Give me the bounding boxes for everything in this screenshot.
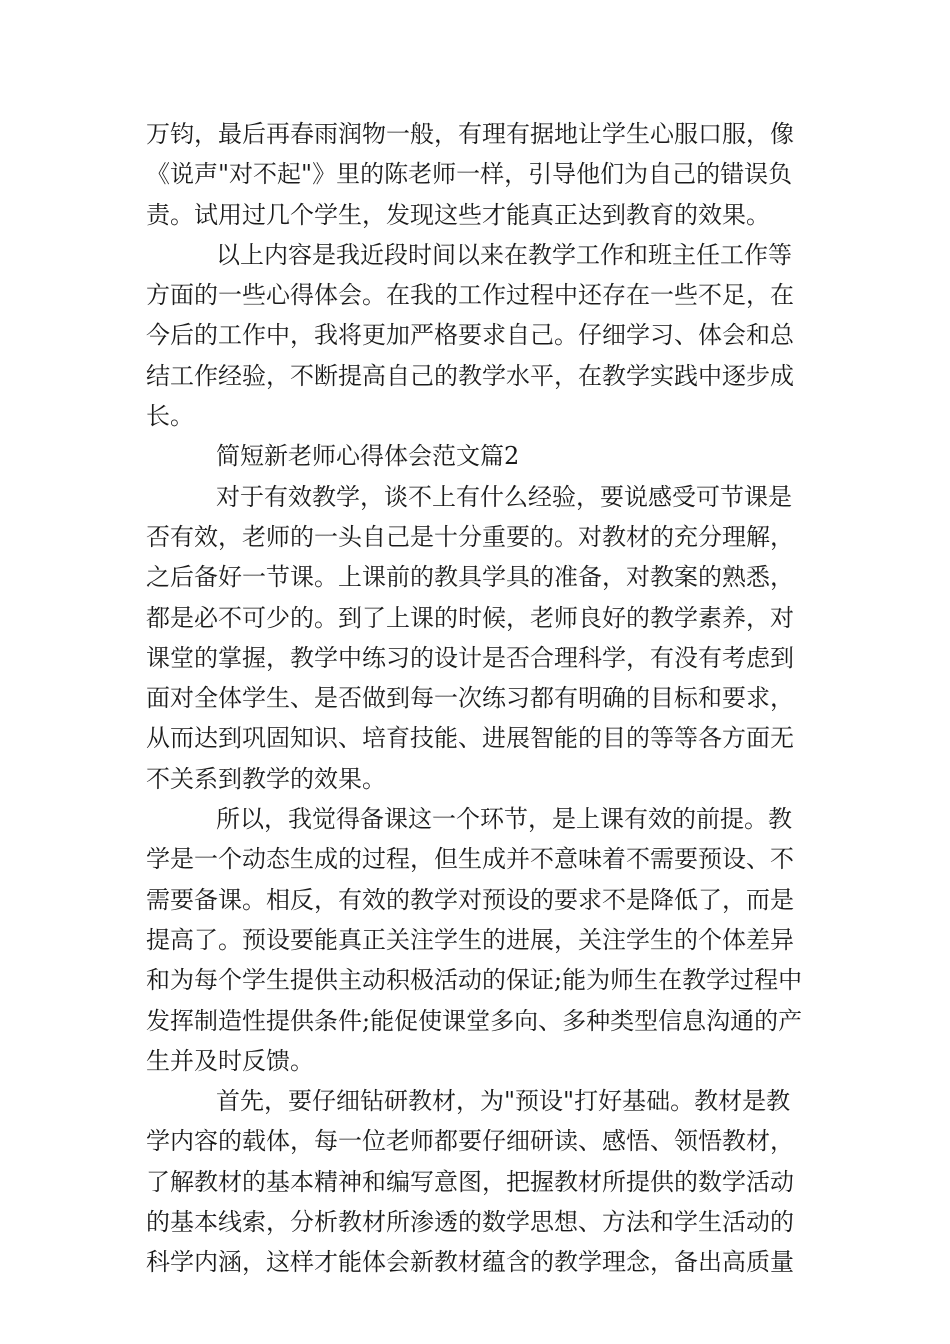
text-line: 《说声"对不起"》里的陈老师一样，引导他们为自己的错误负 [146, 160, 793, 189]
text-line: 万钧，最后再春雨润物一般，有理有据地让学生心服口服，像 [146, 120, 794, 148]
text-line: 责。试用过几个学生，发现这些才能真正达到教育的效果。 [146, 200, 770, 229]
text-line: 学内容的载体，每一位老师都要仔细研读、感悟、领悟教材， [146, 1127, 794, 1156]
text-line: 学是一个动态生成的过程，但生成并不意味着不需要预设、不 [146, 845, 794, 874]
text-line: 之后备好一节课。上课前的教具学具的准备，对教案的熟悉， [146, 563, 794, 592]
text-line: 面对全体学生、是否做到每一次练习都有明确的目标和要求， [146, 684, 794, 713]
section-heading: 简短新老师心得体会范文篇2 [216, 442, 520, 471]
text-line: 长。 [146, 402, 194, 431]
text-line: 否有效，老师的一头自己是十分重要的。对教材的充分理解， [146, 522, 794, 551]
text-line: 课堂的掌握，教学中练习的设计是否合理科学，有没有考虑到 [146, 643, 794, 672]
paragraph-first-line: 所以，我觉得备课这一个环节，是上课有效的前提。教 [216, 805, 792, 834]
text-line: 了解教材的基本精神和编写意图，把握教材所提供的数学活动 [146, 1167, 794, 1196]
text-line: 都是必不可少的。到了上课的时候，老师良好的教学素养，对 [146, 603, 794, 632]
text-line: 生并及时反馈。 [146, 1046, 314, 1075]
text-line: 今后的工作中，我将更加严格要求自己。仔细学习、体会和总 [146, 321, 794, 350]
text-line: 方面的一些心得体会。在我的工作过程中还存在一些不足，在 [146, 281, 794, 310]
text-line: 和为每个学生提供主动积极活动的保证;能为师生在教学过程中 [146, 966, 803, 995]
paragraph-first-line: 以上内容是我近段时间以来在教学工作和班主任工作等 [216, 240, 792, 269]
text-line: 提高了。预设要能真正关注学生的进展，关注学生的个体差异 [146, 925, 794, 954]
text-line: 科学内涵，这样才能体会新教材蕴含的教学理念，备出高质量 [146, 1248, 794, 1277]
paragraph-first-line: 首先，要仔细钻研教材，为"预设"打好基础。教材是教 [216, 1087, 791, 1116]
text-line: 需要备课。相反，有效的教学对预设的要求不是降低了，而是 [146, 885, 794, 914]
paragraph-first-line: 对于有效教学，谈不上有什么经验，要说感受可节课是 [216, 482, 792, 511]
text-line: 发挥制造性提供条件;能促使课堂多向、多种类型信息沟通的产 [146, 1006, 803, 1035]
text-line: 不关系到教学的效果。 [146, 764, 386, 793]
document-page [146, 114, 810, 1283]
text-line: 结工作经验，不断提高自己的教学水平，在教学实践中逐步成 [146, 361, 794, 390]
text-line: 的基本线索，分析教材所渗透的数学思想、方法和学生活动的 [146, 1208, 794, 1237]
text-line: 从而达到巩固知识、培育技能、进展智能的目的等等各方面无 [146, 724, 794, 753]
